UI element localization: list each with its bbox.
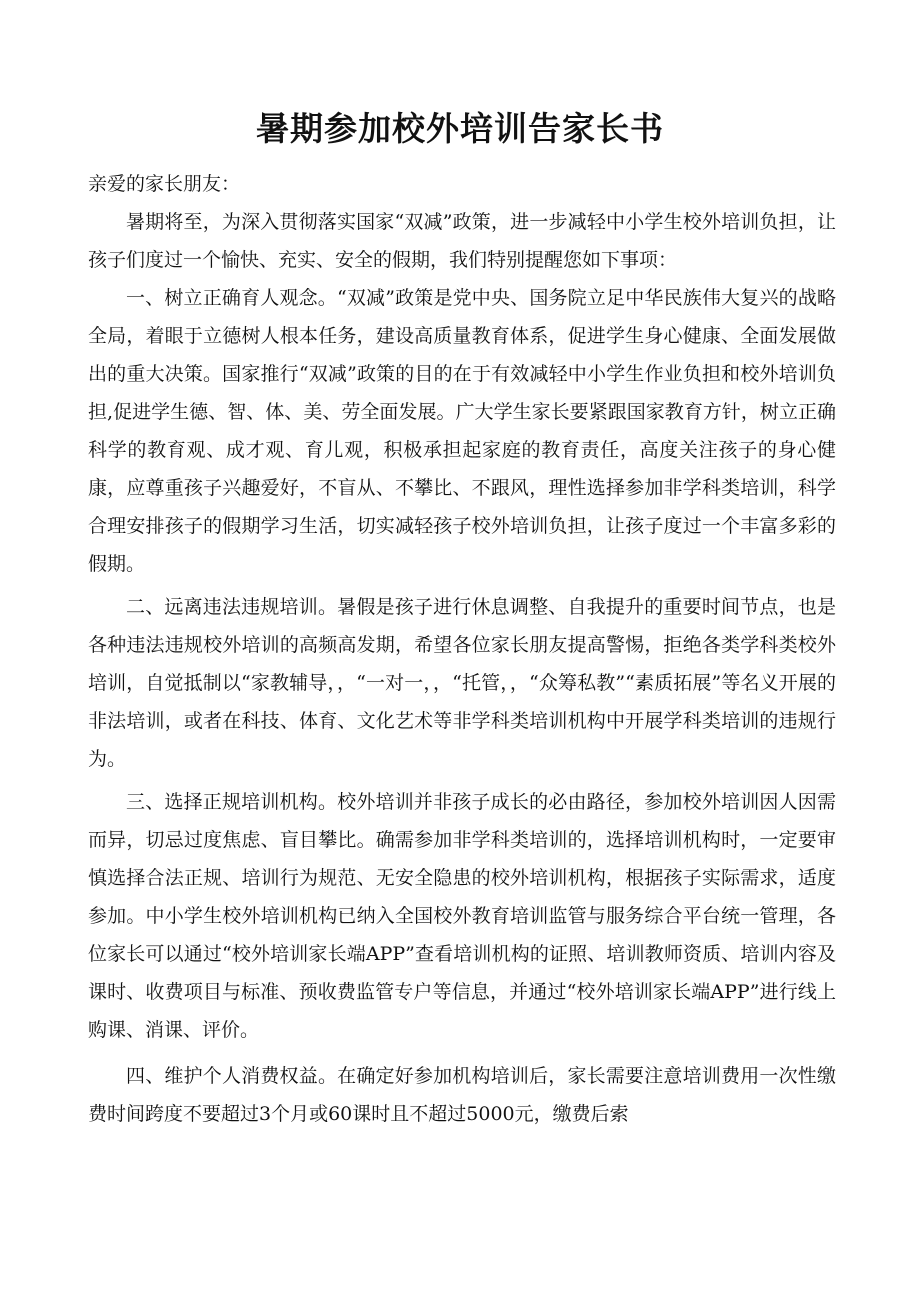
paragraph-section-3: 三、选择正规培训机构。校外培训并非孩子成长的必由路径，参加校外培训因人因需而异，切忌过度焦虑、盲目攀比。确需参加非学科类培训的，选择培训机构时，一定要审慎选择合法正规、培训行为规范、无安全隐患的校外培训机构，根据孩子实际需求，适度参加。中小学生校外培训机构已纳入全国校外教育培训监管与服务综合平台统一管理，各位家长可以通过“校外培训家长端APP”查看培训机构的证照、培训教师资质、培训内容及课时、收费项目与标准、预收费监管专户等信息，并通过“校外培训家长端APP”进行线上购课、消课、评价。 [88, 791, 836, 1041]
document-body [88, 165, 836, 1133]
paragraph-intro: 暑期将至，为深入贯彻落实国家“双减”政策，进一步减轻中小学生校外培训负担，让孩子们度过一个愉快、充实、安全的假期，我们特别提醒您如下事项： [88, 211, 836, 271]
paragraph-section-1: 一、树立正确育人观念。“双减”政策是党中央、国务院立足中华民族伟大复兴的战略全局，着眼于立德树人根本任务，建设高质量教育体系，促进学生身心健康、全面发展做出的重大决策。国家推行“双减”政策的目的在于有效减轻中小学生作业负担和校外培训负担,促进学生德、智、体、美、劳全面发展。广大学生家长要紧跟国家教育方针，树立正确科学的教育观、成才观、育儿观，积极承担起家庭的教育责任，高度关注孩子的身心健康，应尊重孩子兴趣爱好，不盲从、不攀比、不跟风，理性选择参加非学科类培训，科学合理安排孩子的假期学习生活，切实减轻孩子校外培训负担，让孩子度过一个丰富多彩的假期。 [88, 287, 836, 575]
paragraph-section-2: 二、远离违法违规培训。暑假是孩子进行休息调整、自我提升的重要时间节点，也是各种违法违规校外培训的高频高发期，希望各位家长朋友提高警惕，拒绝各类学科类校外培训，自觉抵制以“家教辅导，，“一对一，，“托管，，“众筹私教”“素质拓展”等名义开展的非法培训，或者在科技、体育、文化艺术等非学科类培训机构中开展学科类培训的违规行为。 [88, 596, 836, 770]
paragraph-section-4: 四、维护个人消费权益。在确定好参加机构培训后，家长需要注意培训费用一次性缴费时间跨度不要超过3个月或60课时且不超过5000元，缴费后索 [88, 1065, 836, 1125]
salutation: 亲爱的家长朋友： [88, 173, 241, 195]
document-title: 暑期参加校外培训告家长书 [256, 109, 664, 148]
